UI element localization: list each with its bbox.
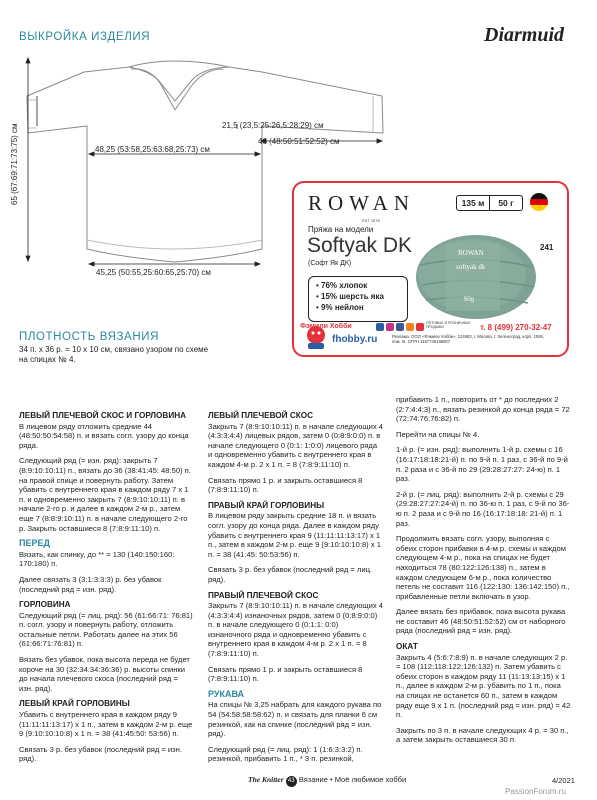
paragraph: Связать прямо 1 р. и закрыть оставшиеся 8 (7:8:9:11:10) п. — [208, 664, 363, 684]
shop-phone: т. 8 (499) 270-32-47 — [480, 323, 552, 332]
heading-right-shoulder: ПРАВЫЙ ПЛЕЧЕВОЙ СКОС — [208, 590, 319, 600]
composition-line: • 15% шерсть яка — [316, 292, 384, 301]
length-dimension: 65 (67:69:71:73:75) см — [10, 123, 19, 205]
chest-dimension: 48,25 (53:58,25:63:68,25:73) см — [95, 145, 210, 154]
paragraph: Вязать, как спинку, до ** = 130 (140:150:160: 170:180) п. — [19, 549, 175, 569]
paragraph: Следующий ряд (= лиц. ряд): 1 (1:6:3:3:2) п. резинкой, прибавить 1 п., * 3 п. резинкой, — [208, 744, 363, 764]
ball-label-name: softyak dk — [456, 263, 486, 271]
heading-neckline: ГОРЛОВИНА — [19, 600, 71, 610]
heading-left-neck-edge: ЛЕВЫЙ КРАЙ ГОРЛОВИНЫ — [19, 699, 130, 709]
yarn-composition — [308, 276, 408, 322]
shop-site-link[interactable]: fhobby.ru — [332, 334, 378, 345]
hem-dimension: 45,25 (50:55,25:60:65,25:70) см — [96, 268, 211, 277]
yarn-length: 135 м — [457, 196, 490, 210]
yarn-name-ru: (Софт Як ДК) — [308, 260, 352, 267]
paragraph: Перейти на спицы № 4. — [396, 429, 480, 439]
sleeve-dimension: 46 (48:50:51:52:52) см — [258, 137, 340, 146]
armhole-dimension: 21,5 (23,5:25:26,5:28:29) см — [222, 121, 324, 130]
yarn-for-model: Пряжа на модели — [308, 225, 374, 234]
yarn-name: Softyak DK — [307, 234, 413, 257]
footer-magazine: The Knitter 43 Вязание • Моё любимое хобби — [248, 775, 406, 787]
retail-label: ОПТОВЫЕ И РОЗНИЧНЫЕ ПРОДАЖИ — [426, 321, 471, 329]
heading-front: ПЕРЕД — [19, 538, 50, 549]
ok-icon[interactable] — [406, 323, 414, 331]
composition-line: • 9% нейлон — [316, 303, 364, 312]
paragraph: Следующий ряд (= изн. ряд): закрыть 7 (8:9:10:10:11) п., вязать до 36 (38:41:45: 48:50) п. на правой спице и повернуть работу. Затем убавить с внутреннего края в каждом ряду 7 х 1 п. и одновременно закрыть 7 (8:9:10:10:11) п. в начале 2-го р. и далее в каждом 2-м р., затем еще 7 (8:8:9:10:11) п. в начале следующего 2-го р. Закрыть оставшиеся 8 (7:8:9:11:10) п. — [19, 456, 191, 533]
paragraph: Связать 3 р. без убавок (последний ряд = лиц. ряд). — [208, 565, 373, 584]
paragraph: Связать 3 р. без убавок (последний ряд = изн. ряд). — [19, 744, 182, 764]
paragraph: Следующий ряд (= лиц. ряд): 56 (61:66:71: 76:81) п. согл. узору и повернуть работу, отложить остальные петли. Работать далее на этих 56 (61:66:71:76:81) п. — [19, 610, 193, 649]
instagram-icon[interactable] — [386, 323, 394, 331]
shop-name: Фэмили Хобби — [300, 323, 352, 330]
youtube-icon[interactable] — [416, 323, 424, 331]
paragraph: прибавить 1 п., повторить от * до последних 2 (2:7:4:4:3) п., вязать резинкой до конца ряда = 72 (72:74:76:76:82) п. — [396, 395, 570, 424]
composition-line: • 76% хлопок — [316, 281, 368, 290]
paragraph: Закрыть по 3 п. в начале следующих 4 р. = 30 п., а затем закрыть оставшиеся 30 п. — [396, 725, 569, 745]
section-title: ВЫКРОЙКА ИЗДЕЛИЯ — [19, 31, 151, 43]
watermark: PassionForum.ru — [505, 787, 566, 796]
heading-left-shoulder-neck: ЛЕВЫЙ ПЛЕЧЕВОЙ СКОС И ГОРЛОВИНА — [19, 411, 187, 420]
yarn-ball-image — [412, 225, 542, 325]
ball-weight-label: 50g — [464, 297, 475, 303]
paragraph: Продолжить вязать согл. узору, выполняя с обеих сторон прибавки в 4-м р. схемы и каждом следующем 4-м р., пока на спицах не будет находиться 78 (80:122:126:138) п., затем в каждом следующем 6-м р., пока количество петель не составит 116 (122:130: 136:142:150) п., прибавленные петли включать в узор. — [396, 534, 570, 601]
ad-disclaimer: Реклама. ООО «Фэмили Хобби», 124683, г. Москва, г. Зеленоград, корп. 1555, пом. III, ОГРН 1167746186807 — [392, 334, 545, 344]
heading-sleeves: РУКАВА — [208, 688, 245, 699]
yarn-brand: ROWAN — [308, 191, 415, 215]
paragraph: Закрыть 4 (5:6:7:8:9) п. в начале следующих 2 р. = 108 (112:118:122:126:132) п. Затем убавить с обеих сторон в каждом ряду 11 (11:13:13:15) х 1 п., далее в каждом 2-м р. убавить по 1 п., пока на спицах не останется 60 п., затем в каждом ряду еще 9 х 1 п. (последний ряд = изн. ряд) = 42 п. — [396, 652, 571, 720]
paragraph: Далее вязать без прибавок, пока высота рукава не составит 46 (48:50:51:52:52) см от наборного ряда (последний ряд = изн. ряд). — [396, 607, 566, 636]
paragraph: 1-й р. (= изн. ряд): выполнить 1-й р. схемы с 16 (16:17:18:18:21-й) п. по 9-й п. 1 раз, с 36-й по 9-й п. 2 раза и с 36-й по 29 (29:28:27:27: 24-ю) п. 1 раз. — [396, 445, 568, 484]
paragraph: В лицевом ряду отложить средние 44 (48:50:50:54:58) п. и вязать согл. узору до конца ряда. — [19, 421, 189, 450]
germany-flag-icon — [530, 193, 548, 211]
ball-label-brand: ROWAN — [458, 249, 484, 257]
paragraph: Закрыть 7 (8:9:10:10:11) п. в начале следующих 4 (4:3:3:4:4) лицевых рядов, затем 0 (0:8:9:0:0) п. в начале следующего 0 (0:1: 1:0:0) лицевого ряда и одновременно убавить с внутреннего края в каждом 4-м р. 2 х 1 п. = 8 (7:8:9:11:10) п. — [208, 421, 384, 469]
heading-sleeve-cap: ОКАТ — [396, 642, 418, 652]
paragraph: Связать прямо 1 р. и закрыть оставшиеся 8 (7:8:9:11:10) п. — [208, 475, 363, 495]
instructions-column-3 — [396, 395, 571, 751]
issue-number: 4/2021 — [552, 776, 575, 785]
yarn-weight: 50 г — [498, 198, 514, 208]
yarn-meterage-badge — [456, 195, 523, 211]
paragraph: Закрыть 7 (8:9:10:10:11) п. в начале следующих 4 (4:3:3:4:4) изнаночных рядов, затем 0 (0:8:9:0:0) п. в начале следующего 0 (0:1:1: 0:0) изнаночного ряда и одновременно убавить с внутреннего края в каждом 4-м р. 2 х 1 п. = 8 (7:8:9:11:10) п. — [208, 601, 384, 659]
instructions-column-1 — [19, 405, 194, 770]
facebook-icon[interactable] — [396, 323, 404, 331]
vk-icon[interactable] — [376, 323, 384, 331]
brand-logo: Diarmuid — [484, 24, 565, 46]
heading-left-shoulder: ЛЕВЫЙ ПЛЕЧЕВОЙ СКОС — [208, 411, 314, 420]
paragraph: Вязать без убавок, пока высота переда не будет короче на 30 (32:34:34:36:36) р. высоты спинки до начала плечевого скоса (последний ряд = изн. ряд). — [19, 655, 190, 693]
paragraph: На спицы № 3,25 набрать для каждого рукава по 54 (54:58:58:58:62) п. и связать для планки 6 см резинкой, как на спинке (последний ряд = изн. ряд). — [208, 700, 382, 739]
yarn-brand-est: EST 1978 — [362, 218, 380, 223]
yarn-shade-number: 241 — [540, 243, 554, 252]
paragraph: Убавить с внутреннего края в каждом ряду 9 (11:11:11:13:17) х 1 п., затем в каждом 2-м р. еще 9 (9:10:10:10:8) х 1 п. = 38 (41:45:50: 53:56) п. — [19, 710, 193, 739]
heading-right-neck-edge: ПРАВЫЙ КРАЙ ГОРЛОВИНЫ — [208, 500, 325, 510]
page-number: 43 — [286, 776, 297, 787]
yarn-card — [292, 181, 569, 357]
gauge-title: ПЛОТНОСТЬ ВЯЗАНИЯ — [19, 331, 160, 343]
paragraph: В лицевом ряду закрыть средние 18 п. и вязать согл. узору до конца ряда. Далее в каждом ряду убавить с внутреннего края 9 (11:11:11:13:17) х 1 п., затем в каждом 2-м р. еще 9 (9:10:10:10:8) х 1 п. = 38 (41:45: 50:53:56) п. — [208, 511, 381, 559]
gauge-text: 34 п. х 36 р. = 10 х 10 см, связано узором по схеме на спицах № 4. — [19, 345, 209, 364]
footer-tagline: Вязание • Моё любимое хобби — [298, 775, 407, 784]
paragraph: Далее связать 3 (3:1:3:3:3) р. без убавок (последний ряд = изн. ряд). — [19, 574, 162, 594]
paragraph: 2-й р. (= лиц. ряд): выполнить 2-й р. схемы с 29 (29:28:27:27:24-й) п. по 36-ю п. 1 раз, с 9-й по 36-ю п. 2 раза и с 9-й по 16 (16:17:18:18: 21-й) п. 1 раз. — [396, 489, 570, 528]
social-icons — [376, 323, 424, 331]
instructions-column-2 — [208, 405, 383, 770]
